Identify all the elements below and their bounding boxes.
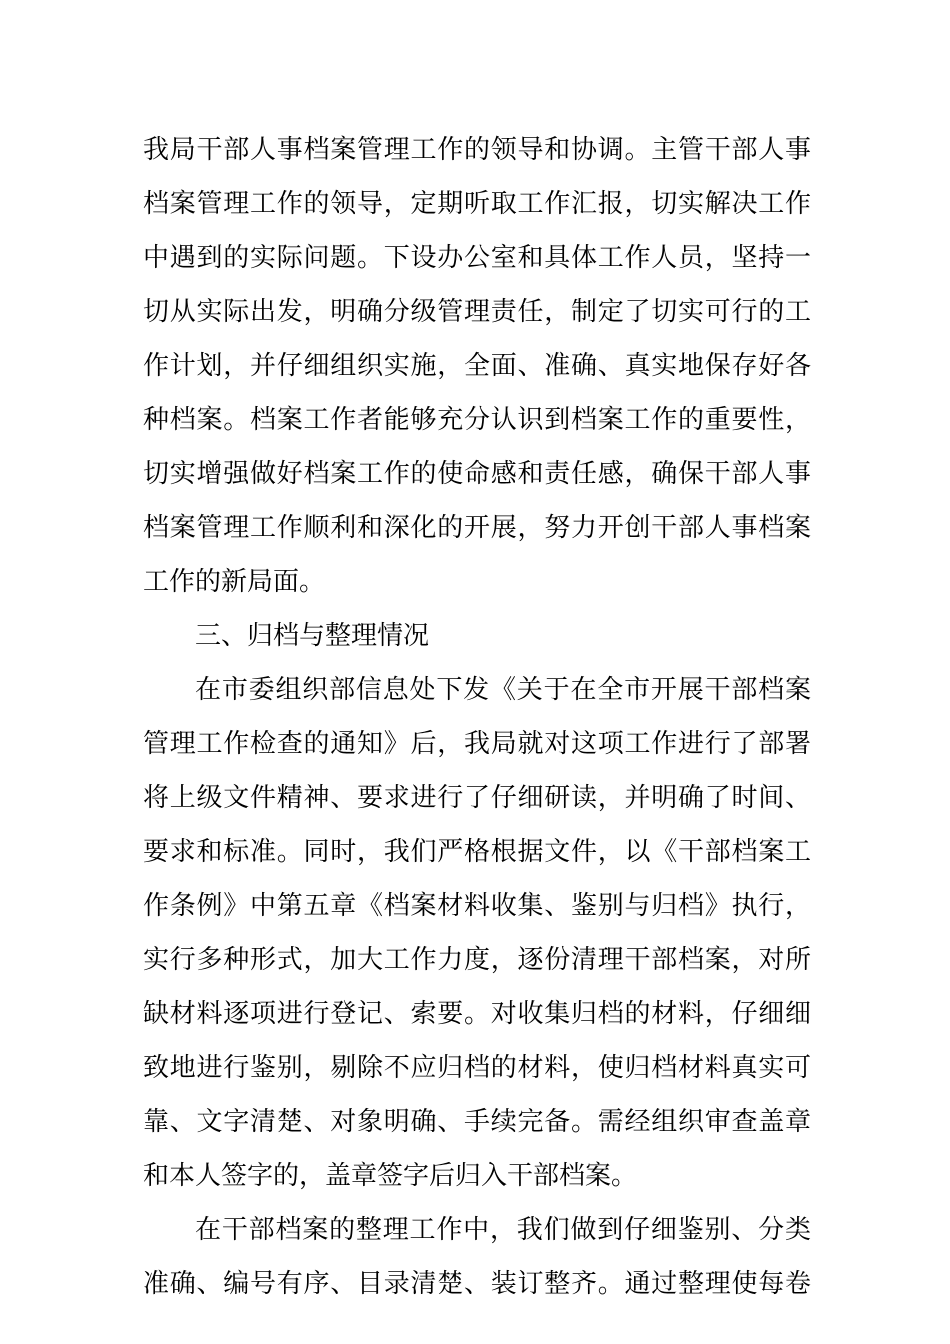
paragraph-line: 缺材料逐项进行登记、索要。对收集归档的材料，仔细细 <box>143 999 811 1029</box>
paragraph-line: 准确、编号有序、目录清楚、装订整齐。通过整理使每卷 <box>143 1269 811 1299</box>
paragraph-line: 中遇到的实际问题。下设办公室和具体工作人员，坚持一 <box>143 243 811 273</box>
paragraph-line: 我局干部人事档案管理工作的领导和协调。主管干部人事 <box>143 135 811 165</box>
paragraph-line: 切从实际出发，明确分级管理责任，制定了切实可行的工 <box>143 297 811 327</box>
paragraph-line: 要求和标准。同时，我们严格根据文件，以《干部档案工 <box>143 837 811 867</box>
paragraph-line: 致地进行鉴别，剔除不应归档的材料，使归档材料真实可 <box>143 1053 811 1083</box>
paragraph-line: 工作的新局面。 <box>143 567 326 597</box>
paragraph-line: 档案管理工作的领导，定期听取工作汇报，切实解决工作 <box>143 189 811 219</box>
paragraph-line: 将上级文件精神、要求进行了仔细研读，并明确了时间、 <box>143 783 811 813</box>
paragraph-line: 实行多种形式，加大工作力度，逐份清理干部档案，对所 <box>143 945 811 975</box>
paragraph-line: 作条例》中第五章《档案材料收集、鉴别与归档》执行， <box>143 891 811 921</box>
paragraph-line: 和本人签字的，盖章签字后归入干部档案。 <box>143 1161 638 1191</box>
paragraph-line: 在干部档案的整理工作中，我们做到仔细鉴别、分类 <box>195 1215 811 1245</box>
paragraph-line: 种档案。档案工作者能够充分认识到档案工作的重要性， <box>143 405 811 435</box>
paragraph-line: 作计划，并仔细组织实施，全面、准确、真实地保存好各 <box>143 351 811 381</box>
paragraph-line: 档案管理工作顺利和深化的开展，努力开创干部人事档案 <box>143 513 811 543</box>
document-body <box>143 123 811 1311</box>
section-heading: 三、归档与整理情况 <box>195 621 430 651</box>
paragraph-line: 管理工作检查的通知》后，我局就对这项工作进行了部署 <box>143 729 811 759</box>
paragraph-line: 在市委组织部信息处下发《关于在全市开展干部档案 <box>195 675 811 705</box>
paragraph-line: 切实增强做好档案工作的使命感和责任感，确保干部人事 <box>143 459 811 489</box>
paragraph-line: 靠、文字清楚、对象明确、手续完备。需经组织审查盖章 <box>143 1107 811 1137</box>
